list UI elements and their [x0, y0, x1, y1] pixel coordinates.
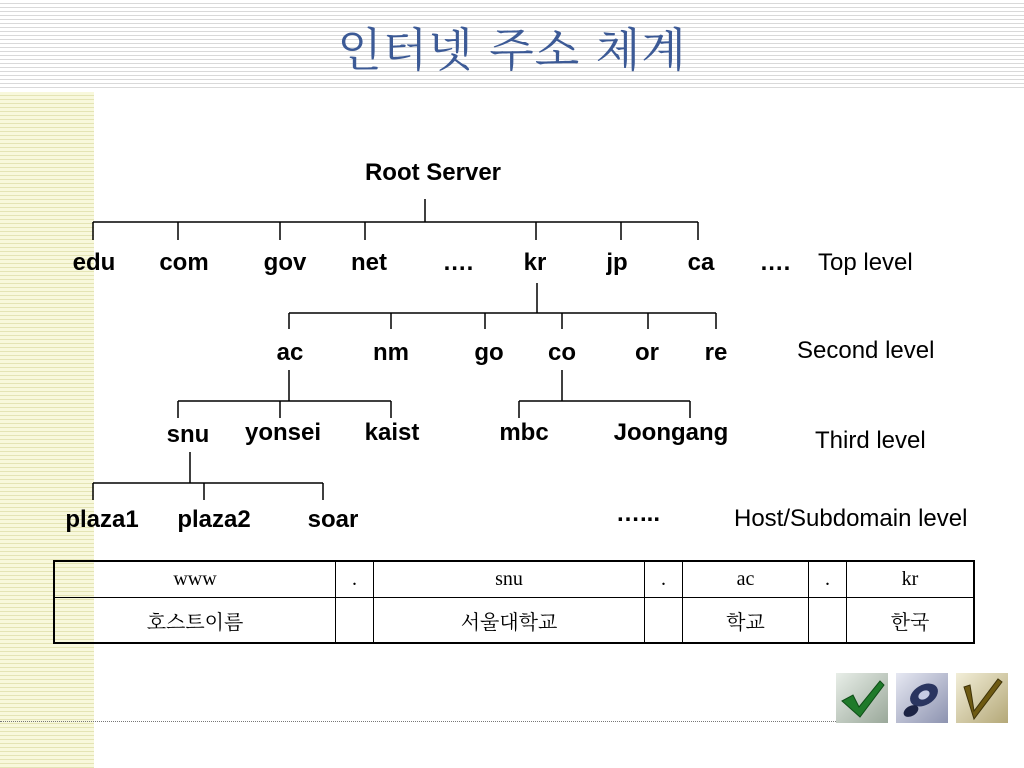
node-ac: ac — [276, 339, 304, 366]
node-com: com — [159, 249, 209, 276]
node-re: re — [704, 339, 728, 366]
node-gov: gov — [263, 249, 307, 276]
page-title: 인터넷 주소 체계 — [337, 23, 687, 77]
node-plaza2: plaza2 — [177, 506, 251, 533]
table-cell — [645, 598, 683, 643]
table-cell: . — [645, 561, 683, 598]
footer-divider — [0, 721, 836, 722]
node-joongang: Joongang — [613, 419, 729, 446]
node-ellipsis-1: …. — [442, 249, 474, 276]
label-host-level: Host/Subdomain level — [734, 505, 968, 532]
checkmark-icon[interactable] — [836, 673, 888, 723]
node-plaza1: plaza1 — [65, 506, 139, 533]
node-snu: snu — [166, 421, 210, 448]
table-cell: kr — [847, 561, 975, 598]
table-cell — [809, 598, 847, 643]
label-third-level: Third level — [815, 427, 926, 454]
table-row — [54, 561, 974, 598]
table-cell: . — [336, 561, 374, 598]
node-ellipsis-2: …. — [759, 249, 791, 276]
table-cell: 학교 — [683, 598, 809, 643]
node-ellipsis-3: …... — [615, 500, 661, 527]
table-cell: ac — [683, 561, 809, 598]
table-cell: . — [809, 561, 847, 598]
node-co: co — [547, 339, 577, 366]
node-net: net — [351, 249, 387, 276]
table-cell: www — [54, 561, 336, 598]
node-ca: ca — [687, 249, 715, 276]
label-second-level: Second level — [797, 337, 935, 364]
node-nm: nm — [373, 339, 409, 366]
table-cell: 호스트이름 — [54, 598, 336, 643]
node-edu: edu — [72, 249, 116, 276]
node-kaist: kaist — [364, 419, 420, 446]
node-root-server: Root Server — [364, 159, 502, 186]
table-cell: 한국 — [847, 598, 975, 643]
disc-icon[interactable] — [896, 673, 948, 723]
node-go: go — [474, 339, 504, 366]
pen-check-icon[interactable] — [956, 673, 1008, 723]
table-row — [54, 598, 974, 643]
node-kr: kr — [523, 249, 547, 276]
node-or: or — [635, 339, 659, 366]
table-cell: snu — [374, 561, 645, 598]
node-soar: soar — [307, 506, 359, 533]
table-cell: 서울대학교 — [374, 598, 645, 643]
label-top-level: Top level — [818, 249, 913, 276]
address-table — [53, 560, 975, 644]
node-mbc: mbc — [499, 419, 549, 446]
node-yonsei: yonsei — [244, 419, 322, 446]
node-jp: jp — [606, 249, 628, 276]
table-cell — [336, 598, 374, 643]
